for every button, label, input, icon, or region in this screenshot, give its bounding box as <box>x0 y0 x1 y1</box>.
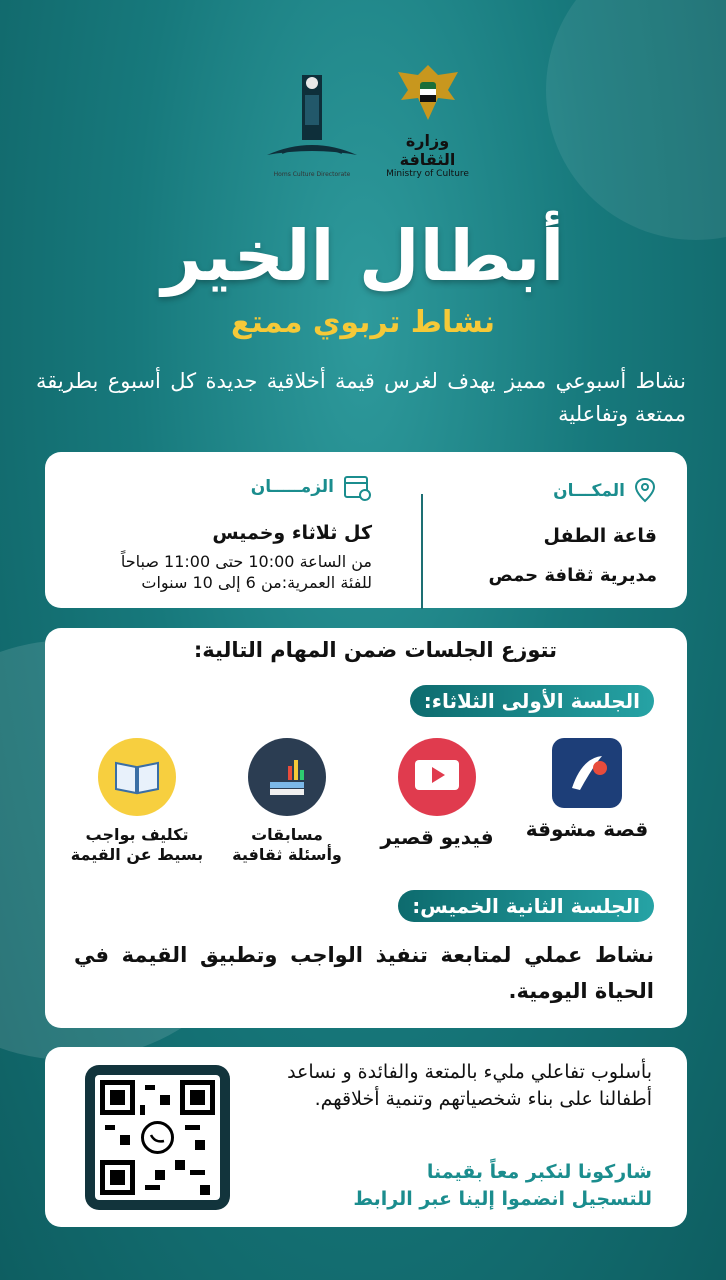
ministry-name-en: Ministry of Culture <box>386 169 469 179</box>
time-days: كل ثلاثاء وخميس <box>212 522 372 544</box>
ministry-name-ar: وزارة الثقافة <box>399 131 456 169</box>
task-label: قصة مشوقة <box>525 817 649 841</box>
place-line2: مديرية ثقافة حمص <box>488 565 657 586</box>
tasks-row <box>65 738 657 868</box>
task-story <box>517 738 657 840</box>
footer-text: بأسلوب تفاعلي مليء بالمتعة والفائدة و نساعد أطفالنا على بناء شخصياتهم وتنمية أخلاقهم. <box>287 1061 652 1110</box>
qr-code-pattern <box>95 1075 220 1200</box>
footer-cta <box>272 1159 652 1212</box>
time-label: الزمـــــان <box>250 477 334 497</box>
place-label-row <box>457 477 657 505</box>
clock-tower-icon <box>262 65 362 165</box>
task-label: وأسئلة ثقافية <box>232 844 342 864</box>
story-icon <box>552 738 622 808</box>
directorate-name: Homs Culture Directorate <box>273 171 351 178</box>
time-hours: من الساعة 10:00 حتى 11:00 صباحاً <box>120 552 372 571</box>
cta-line2: للتسجيل انضموا إلينا عبر الرابط <box>353 1187 652 1210</box>
task-quiz <box>217 738 357 863</box>
divider <box>421 494 423 609</box>
page-title: أبطال الخير <box>161 215 565 297</box>
sessions-card <box>45 628 687 1028</box>
time-section <box>72 472 372 594</box>
eagle-emblem-icon <box>393 60 463 125</box>
task-video <box>367 738 507 848</box>
ministry-logo <box>380 60 475 179</box>
qr-code[interactable] <box>85 1065 230 1210</box>
task-label: بسيط عن القيمة <box>70 844 204 864</box>
cta-line1: شاركونا لنكبر معاً بقيمنا <box>426 1161 652 1183</box>
task-label: تكليف بواجب <box>85 825 189 844</box>
place-line1: قاعة الطفل <box>543 525 657 547</box>
homs-directorate-logo <box>262 65 362 178</box>
location-pin-icon <box>633 477 657 505</box>
intro-text: نشاط أسبوعي مميز يهدف لغرس قيمة أخلاقية جديدة كل أسبوع بطريقة ممتعة وتفاعلية <box>36 369 686 426</box>
footer-card <box>45 1047 687 1227</box>
video-play-icon <box>398 738 476 816</box>
task-homework <box>67 738 207 863</box>
task-label: فيديو قصير <box>380 825 494 849</box>
second-session-text: نشاط عملي لمتابعة تنفيذ الواجب وتطبيق القيمة في الحياة اليومية. <box>74 943 654 1003</box>
calendar-clock-icon <box>342 472 372 502</box>
qr-icon <box>95 1075 220 1200</box>
books-chart-icon <box>248 738 326 816</box>
logos-row <box>0 60 726 180</box>
info-card <box>45 452 687 608</box>
place-section <box>457 477 657 586</box>
sessions-intro: تتوزع الجلسات ضمن المهام التالية: <box>193 638 557 662</box>
page-subtitle: نشاط تربوي ممتع <box>230 305 496 340</box>
open-book-icon <box>98 738 176 816</box>
place-label: المكـــان <box>553 481 625 501</box>
task-label: مسابقات <box>251 825 323 844</box>
time-age: للفئة العمرية:من 6 إلى 10 سنوات <box>141 572 372 592</box>
first-session-title: الجلسة الأولى الثلاثاء: <box>410 685 654 717</box>
second-session-title: الجلسة الثانية الخميس: <box>398 890 654 922</box>
time-label-row <box>72 472 372 502</box>
